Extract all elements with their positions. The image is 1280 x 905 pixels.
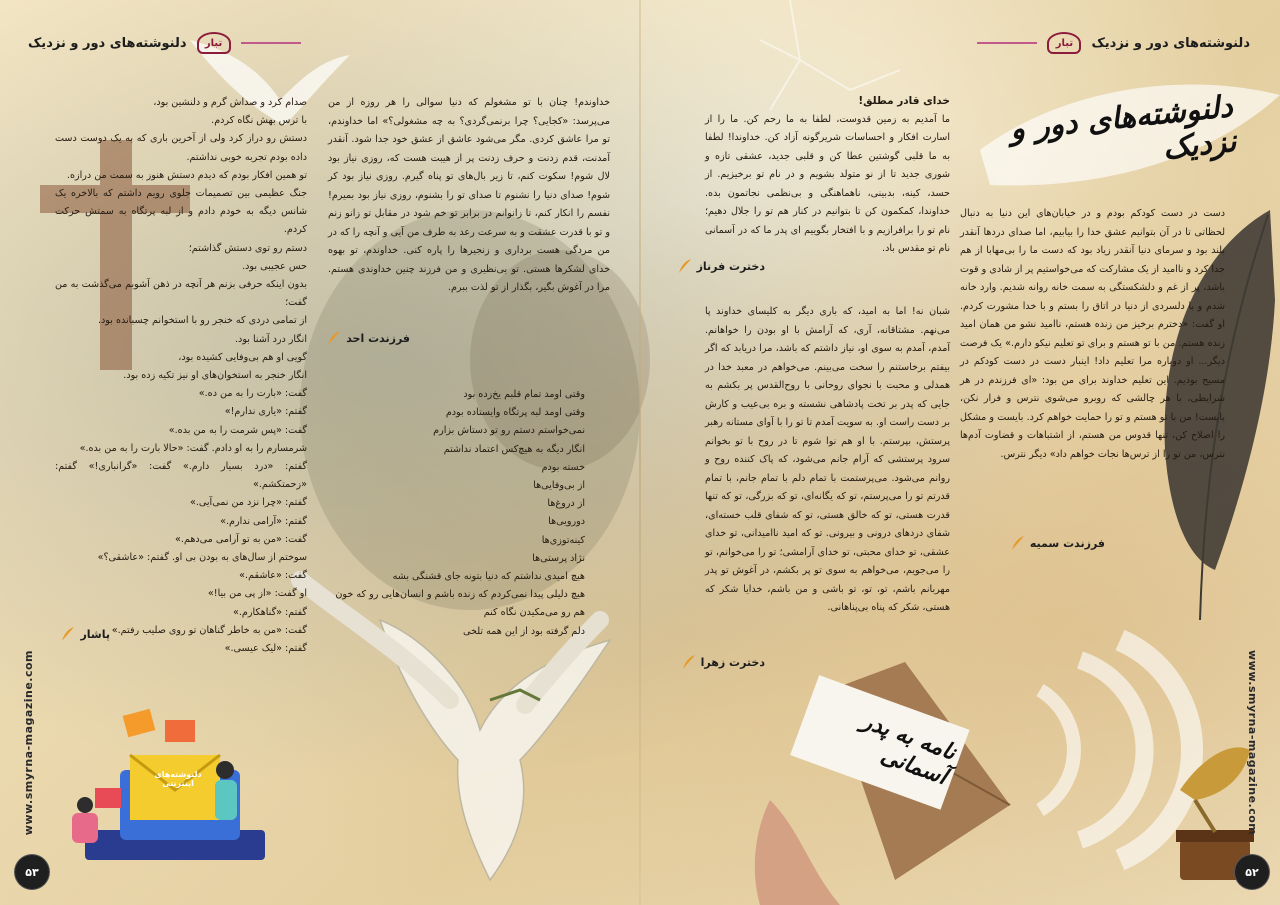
poem-line: از بی‌وفایی‌ها [533, 480, 585, 492]
poem-line: وقتی اومد لبه پرتگاه وایستاده بودم [445, 407, 585, 419]
poem-line: دلم گرفته بود از این همه تلخی [463, 625, 585, 637]
letter-line: سوختم از سال‌های به بودن بی او. گفتم: «عاشقی؟» [97, 552, 307, 564]
poem-line: از دروغ‌ها [547, 498, 585, 510]
right-page-number: ۵۲ [1238, 858, 1266, 886]
letter-line: دستش رو دراز کرد ولی از آخرین باری که به یک دوست دست داده بودم تجربه خوبی نداشتم. [55, 133, 307, 163]
author-name: دخترت زهرا [700, 655, 765, 669]
letter-line: انگار خنجر به استخوان‌های او نیز تکیه زده بود. [123, 370, 307, 382]
header-rule [977, 42, 1037, 44]
letter-farnaz [705, 92, 950, 259]
letter-heading: خدای قادر مطلق! [858, 95, 950, 107]
logo-text: تبار [1055, 37, 1074, 49]
poem-line: دورویی‌ها [548, 516, 585, 528]
letter-text: خداوندم! چنان با تو مشغولم که دنیا سوالی را هر روزه از من می‌پرسد: «کجایی؟ چرا برنمی‌گردی؟ به چه مشغولی؟» اما خداوندم، تو مرا عاشق کردی. مگر می‌شود عاشق از عشق خود جدا شود. آنقدر آمدنت، قدم زدنت و حرف زدنت پر از هیبت هست که، روزی نیاز بود لال شوم! سکوت کنم، تا زیر بال‌های تو پناه گیرم. روزی نیاز بود کر شوم! صدای دنیا را نشنوم تا صدای تو را بشنوم، روزی نیاز بود بمیرم! نفسم را انکار کنم، تا زانوانم در برابر تو خم شود در مقابل تو زانو زنم و تو با قدرت عشقت و به سرعت رعد به طرف من آیی و آنچه را که در من مردگی هست برداری و زنجیرها را پاره کنی. خداوندم، تو بهوه خدای لشکرها هستی. تو بی‌نظیری و من فرزند چنین خداوندی هستم. مرا در آغوش بگیر، بگذار از تو لذت ببرم. [328, 97, 610, 293]
author-somayeh [1010, 535, 1105, 551]
poem [330, 386, 585, 641]
letter-line: دستم رو توی دستش گذاشتم؛ [188, 242, 307, 254]
right-page-header [977, 32, 1250, 54]
letter-line: گفتم: «یاری ندارم!» [224, 406, 307, 418]
letter-line: گفت: «عاشقم.» [239, 570, 307, 582]
right-header-title: دلنوشته‌های دور و نزدیک [1091, 35, 1250, 51]
header-rule [241, 42, 301, 44]
poem-line: هیچ امیدی نداشتم که دنیا بتونه جای قشنگی بشه [392, 571, 585, 583]
letter-line: گفتم: «لیک عیسی.» [224, 643, 307, 655]
poem-line: خسته بودم [541, 461, 585, 473]
poem-line: هیچ دلیلی پیدا نمی‌کردم که زنده باشم و انسان‌هایی رو که خون [335, 589, 585, 601]
letter-line: گویی او هم بی‌وفایی کشیده بود، [178, 351, 307, 363]
letter-line: تو همین افکار بودم که دیدم دستش هنوز به سمت من درازه. [66, 169, 307, 181]
letter-text: ما آمدیم به زمین قدوست، لطفا به ما رحم کن. ما را از اسارت افکار و احساسات شریرگونه آزاد کن. خداوندا! لطفا به ما قلبی گوشتین عطا کن و قلبی جدید، عشقی تازه و شوری جدید تا از نو متولد بشویم و در نام تو برخیزیم. از حسد، کینه، بدبینی، ناهماهنگی و بی‌نظمی نجاتمون بده. خداوندا، کمکمون کن تا بتوانیم در کنار هم تو را جلال دهیم؛ نام تو را برافرازیم و با افتخار بگوییم ای پدر ما که در آسمانی نام تو مقدس باد. [705, 113, 950, 254]
letter-zahra [705, 303, 950, 618]
right-website-url[interactable]: www.smyrna-magazine.com [1246, 650, 1259, 836]
author-pashar [60, 626, 110, 642]
illustration-caption: دلنوشته‌های اینترنتی [154, 770, 202, 788]
author-name: دخترت فرناز [696, 259, 765, 273]
quill-icon [1010, 535, 1026, 551]
poem-line: وقتی اومد تمام قلبم یخ‌زده بود [463, 389, 585, 400]
author-name: پاشار [80, 627, 110, 641]
poem-line: نژاد پرستی‌ها [532, 552, 585, 564]
poem-line: نمی‌خواستم دستم رو تو دستاش بزارم [433, 425, 585, 437]
page-fold [639, 0, 641, 905]
left-page-number: ۵۳ [18, 858, 46, 886]
letter-line: او گفت: «از پی من بیا!» [207, 588, 307, 600]
letter-line: با ترس بهش نگاه کردم. [211, 115, 307, 127]
letter-line: گفت: «بارت را به من ده.» [198, 388, 307, 400]
poem-line: کینه‌توزی‌ها [541, 534, 585, 546]
sound-wave-illustration [1040, 640, 1192, 860]
letter-line: شرمسارم را به او دادم. گفت: «حالا بارت را به من بده.» [79, 442, 307, 454]
quill-icon [681, 654, 697, 670]
poem-line: انگار دیگه به هیچ‌کس اعتماد نداشتم [443, 443, 585, 455]
letter-line: گفتم: «چرا نزد من نمی‌آیی.» [189, 497, 307, 509]
left-website-url[interactable]: www.smyrna-magazine.com [22, 650, 35, 836]
quill-icon [677, 258, 693, 274]
author-name: فرزندت احد [346, 331, 410, 345]
author-ahad [326, 330, 410, 346]
letter-line: گفت: «پس شرمت را به من بده.» [168, 424, 307, 436]
logo-text: تبار [204, 37, 223, 49]
magazine-logo [197, 32, 231, 54]
left-header-title: دلنوشته‌های دور و نزدیک [28, 35, 187, 51]
letter-line: حس عجیبی بود. [242, 260, 307, 272]
letter-text: دست در دست کودکم بودم و در خیابان‌های این دنیا به دنبال لحظاتی تا در آن بتوانیم عشق خدا را بیابیم، اما صدای دردها آنقدر بلند بود و سرمای دنیا آنقدر زیاد بود که دست ما را بی‌مهابا از هم جدا کرد و ناامید از یک مشارکت که می‌خواستیم پر از شادی و قوت باشد، پر از غم و دلشکستگی به سمت خانه روانه شدیم. وارد خانه شدم و با دلسردی از دنیا در اتاق را بستم و با خدا مشورت کردم. او گفت: «دخترم برخیز من زنده هستم، ناامید نشو من همان امید زنده هستم. من با تو هستم و برای تو تعلیم نیکو دارم.» یک فرصت دیگر... او دوباره مرا تعلیم داد! اینبار دست در دست کودکم در مسیح بودیم. این تعلیم خداوند برای من بود: «ای فرزندم در هر شرایطی، با هر چالشی که روبرو می‌شوی نترس و فرار نکن، بایست! من با تو هستم و تو را حمایت خواهم کرد. بایست و مشکل را اصلاح کن، تنها قدوس من هستم، از اشتباهات و قضاوت آدم‌ها نترس، من تو را از ترس‌ها نجات خواهم داد» دیگر نترس. [960, 208, 1225, 460]
author-zahra [681, 654, 765, 670]
letter-line: صدام کرد و صداش گرم و دلنشین بود، [153, 97, 307, 108]
letter-pashar [55, 94, 307, 658]
magazine-logo [1047, 32, 1081, 54]
left-page-header [28, 32, 301, 54]
letter-line: بدون اینکه حرفی بزنم هر آنچه در ذهن آشوبم می‌گذشت به من گفت؛ [55, 279, 307, 309]
feature-title: دلنوشته‌های دور و نزدیک [1008, 89, 1238, 167]
letter-line: گفت: «من به تو آرامی می‌دهم.» [175, 533, 307, 545]
author-name: فرزندت سمیه [1029, 536, 1105, 550]
letter-line: از تمامی دردی که خنجر رو با استخوانم چسبانده بود. [97, 315, 307, 327]
letter-ahad [328, 94, 610, 298]
letter-line: گفت: «من به خاطر گناهان تو روی صلیب رفتم.» [111, 624, 307, 636]
letter-line: جنگ عظیمی بین تصمیمات جلوی رویم داشتم که بالاخره یک شانس دیگه به خودم دادم و از لبه پرتگاه به سمتش حرکت کردم. [55, 188, 307, 236]
letter-line: گفتم: «آرامی ندارم.» [220, 515, 307, 527]
letter-line: گفتم: «گناهکارم.» [232, 606, 307, 618]
envelope-card-title: نامه به پدر آسمانی [858, 707, 960, 791]
letter-text: شبان نه! اما به امید، که باری دیگر به کلیسای خداوند پا می‌نهم. مشتاقانه، آری، که آرامش با او بودن را خواهانم. آمدم، آمدم به سوی او، نیاز داشتم که باشد، مرا دریابد که اگر بیفتم برخاستنم را سخت می‌بینم. می‌خواهم در معبد خدا در همدلی و محبت با نجوای روحانی با روح‌القدس پر بکشم به جایی که پدر بر تخت پادشاهی نشسته و بره بی‌عیب و کارش بر دست راست او. به سویت آمدم تا تو را با آوای مستانه رهبر پرستش، بپرستم. با او هم نوا شوم تا در روح با تو بخوانم سرود پرستشی که آرام جانم می‌شود، که پاک کننده روح و روانم می‌شود. می‌پرستمت با تمام دلم با تمام جانم، با تمام قدرتم تو را می‌پرستم، تو که یگانه‌ای، تو که بزرگی، تو که تنها قدرت هستی، تو که خالق هستی، تو که شفای قلب خسته‌ای، شفای دردهای درونی و بیرونی. تو که امید ناامیدانی، تو خدای عشقی، تو خدای محبتی، تو خدای آرامشی؛ تو را می‌خوانم، تو را می‌جویم، می‌خواهم به سوی تو پر بکشم، در آغوش تو پدر مهربانم باشم، تو، تو، تو باشی و من باشم، خدایا شکر که هستی، شکر که پناه بی‌پناهانی. [705, 306, 950, 613]
letter-somayeh [960, 205, 1225, 464]
quill-icon [326, 330, 342, 346]
letter-line: گفتم: «درد بسیار دارم.» گفت: «گرانباری!» گفتم: «زحمتکشم.» [55, 461, 307, 491]
letter-line: انگار درد آشنا بود. [235, 333, 307, 345]
quill-icon [60, 626, 76, 642]
author-farnaz [677, 258, 765, 274]
poem-line: هم رو می‌مکیدن نگاه کنم [483, 607, 585, 619]
